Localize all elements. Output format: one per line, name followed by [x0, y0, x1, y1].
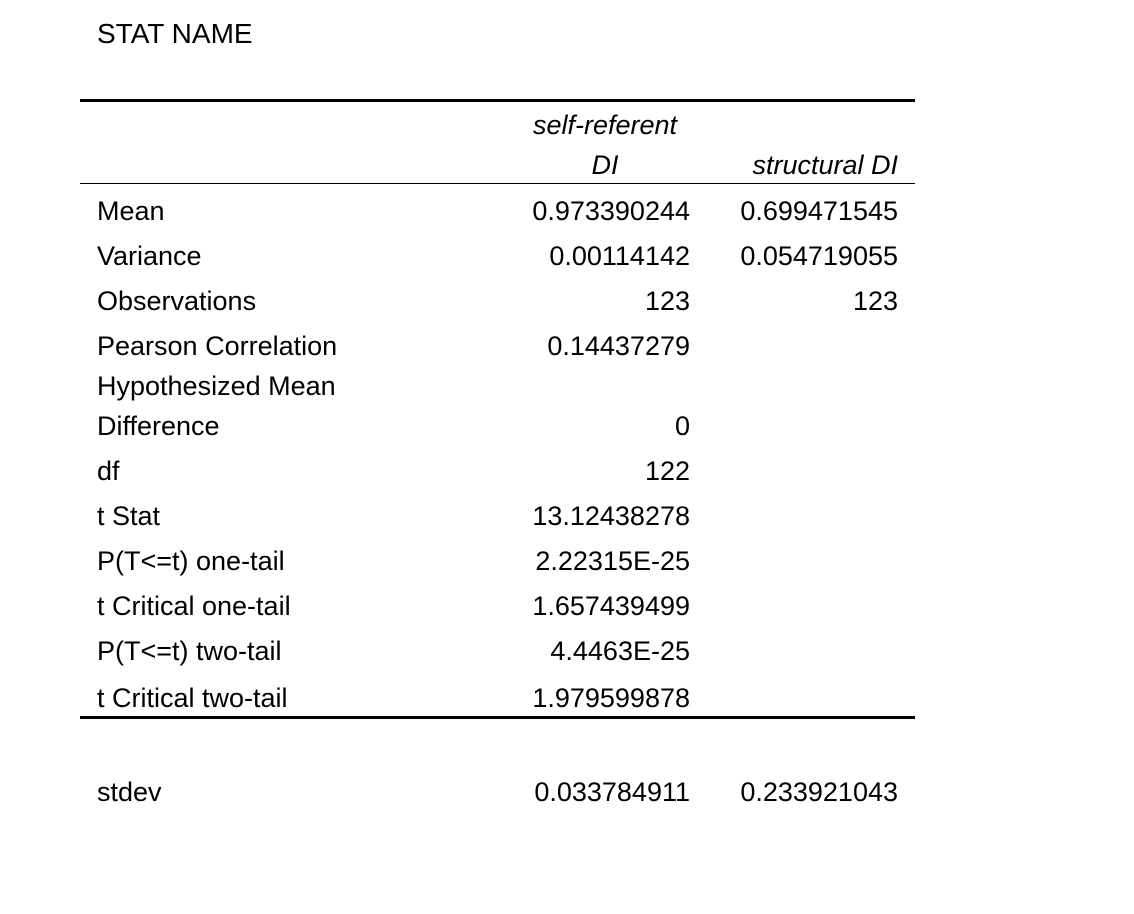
- value-self-referent: 4.4463E-25: [550, 636, 690, 666]
- table-bottom-rule: [80, 716, 915, 719]
- footer-row-stdev: [0, 772, 1134, 812]
- table-row: [0, 451, 1134, 491]
- table-row: [0, 326, 1134, 366]
- row-label: stdev: [97, 777, 162, 807]
- row-label: P(T<=t) one-tail: [97, 546, 285, 576]
- row-label: P(T<=t) two-tail: [97, 636, 282, 666]
- row-label: t Critical two-tail: [97, 683, 288, 713]
- value-self-referent: 1.657439499: [532, 591, 690, 621]
- value-structural: 123: [852, 286, 898, 316]
- value-self-referent: 1.979599878: [532, 683, 690, 713]
- row-label: Difference: [97, 411, 220, 441]
- row-label: t Critical one-tail: [97, 591, 291, 621]
- row-label: t Stat: [97, 501, 161, 531]
- table-row: [0, 236, 1134, 276]
- row-label: Pearson Correlation: [97, 331, 338, 361]
- table-row: [0, 631, 1134, 671]
- page-title: STAT NAME: [97, 18, 253, 49]
- value-self-referent: 0.033784911: [534, 777, 690, 807]
- value-self-referent: 0: [674, 411, 690, 441]
- value-structural: 0.054719055: [740, 241, 898, 271]
- value-self-referent: 0.00114142: [549, 241, 690, 271]
- table-row: [0, 496, 1134, 536]
- row-label: df: [97, 456, 120, 486]
- value-self-referent: 0.973390244: [532, 196, 690, 226]
- row-label: Mean: [97, 196, 165, 226]
- value-structural: 0.233921043: [740, 777, 898, 807]
- table-row: [0, 281, 1134, 321]
- row-label: Observations: [97, 286, 257, 316]
- value-self-referent: 122: [644, 456, 690, 486]
- row-label: Variance: [97, 241, 202, 271]
- column-header-line: DI: [591, 150, 619, 180]
- column-header-structural-di: structural DI: [752, 150, 898, 180]
- table-row: [0, 678, 1134, 718]
- value-structural: 0.699471545: [740, 196, 898, 226]
- value-self-referent: 2.22315E-25: [535, 546, 690, 576]
- row-label: Hypothesized Mean: [97, 371, 336, 401]
- value-self-referent: 13.12438278: [532, 501, 690, 531]
- table-row: [0, 406, 1134, 446]
- value-self-referent: 123: [644, 286, 690, 316]
- value-self-referent: 0.14437279: [547, 331, 690, 361]
- table-row: [0, 586, 1134, 626]
- table-row: [0, 366, 1134, 406]
- column-header-line: self-referent: [532, 110, 678, 140]
- table-row: [0, 541, 1134, 581]
- table-row: [0, 191, 1134, 231]
